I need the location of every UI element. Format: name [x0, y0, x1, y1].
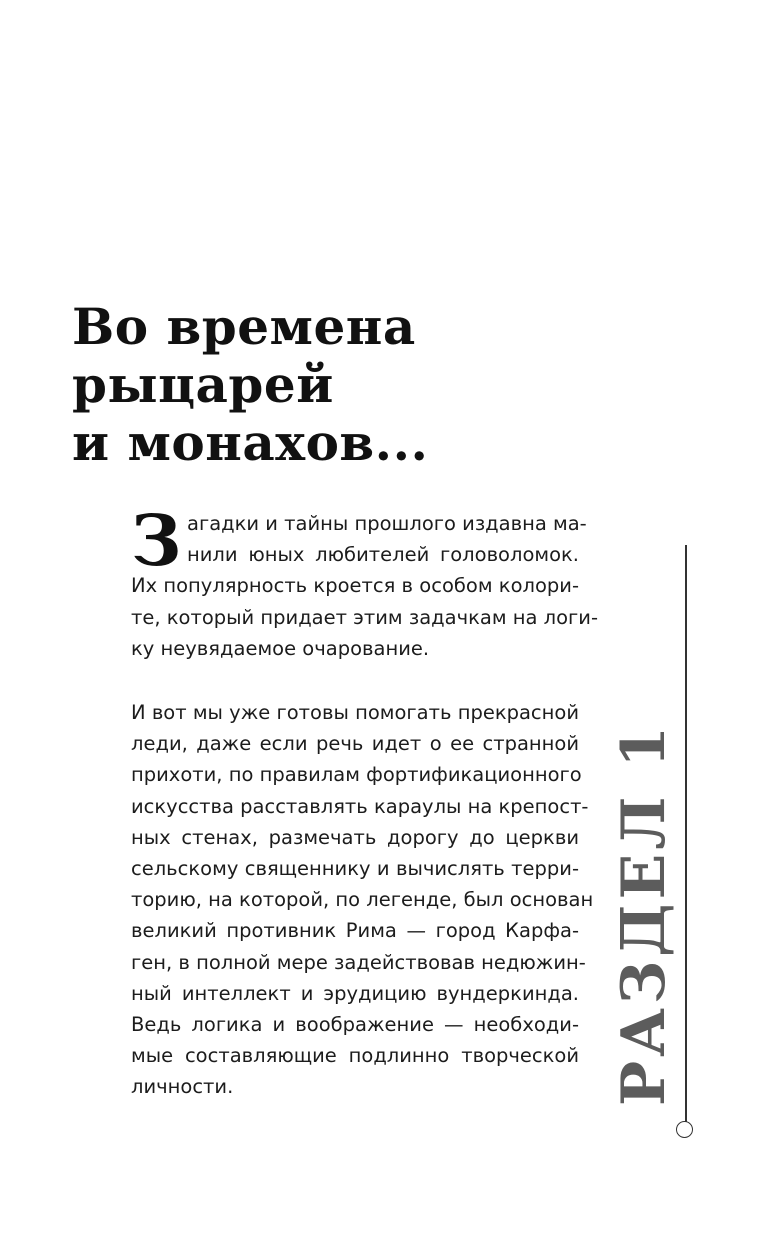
chapter-title-line: рыцарей: [72, 355, 334, 414]
paragraph-line: торию, на которой, по легенде, был основан: [131, 888, 594, 912]
chapter-title: [72, 298, 632, 472]
section-label: РАЗДЕЛ 1: [609, 721, 679, 1106]
paragraph-line: И вот мы уже готовы помогать прекрасной: [131, 701, 579, 724]
chapter-title-line: и монахов...: [72, 413, 429, 472]
intro-paragraph: [131, 499, 598, 664]
paragraph-line: личности.: [131, 1075, 234, 1099]
divider-end-circle: [676, 1121, 693, 1138]
paragraph-line: мые составляющие подлинно творческой: [131, 1044, 579, 1068]
paragraph-line: искусства расставлять караулы на крепост-: [131, 794, 589, 818]
drop-cap: З: [131, 499, 182, 582]
chapter-title-line: Во времена: [72, 297, 416, 356]
paragraph-line: ный интеллект и эрудицию вундеркинда.: [131, 981, 579, 1005]
paragraph-line: леди, даже если речь идет о ее странной: [131, 732, 579, 756]
section-divider-line: [685, 545, 687, 1123]
body-paragraph: [131, 697, 594, 1103]
paragraph-line: ген, в полной мере задействовав недюжин-: [131, 950, 586, 974]
paragraph-line: ку неувядаемое очарование.: [131, 636, 430, 660]
paragraph-line: ных стенах, размечать дорогу до церкви: [131, 825, 579, 849]
paragraph-line: великий противник Рима — город Карфа-: [131, 919, 579, 943]
paragraph-line: нили юных любителей головоломок.: [187, 543, 579, 567]
paragraph-line: сельскому священнику и вычислять терри-: [131, 857, 579, 881]
paragraph-line: Ведь логика и воображение — необходи-: [131, 1013, 579, 1037]
paragraph-line: агадки и тайны прошлого издавна ма-: [187, 512, 587, 535]
paragraph-line: прихоти, по правилам фортификационного: [131, 763, 582, 787]
paragraph-line: те, который придает этим задачкам на логи-: [131, 605, 598, 629]
paragraph-line: Их популярность кроется в особом колори-: [131, 574, 579, 598]
